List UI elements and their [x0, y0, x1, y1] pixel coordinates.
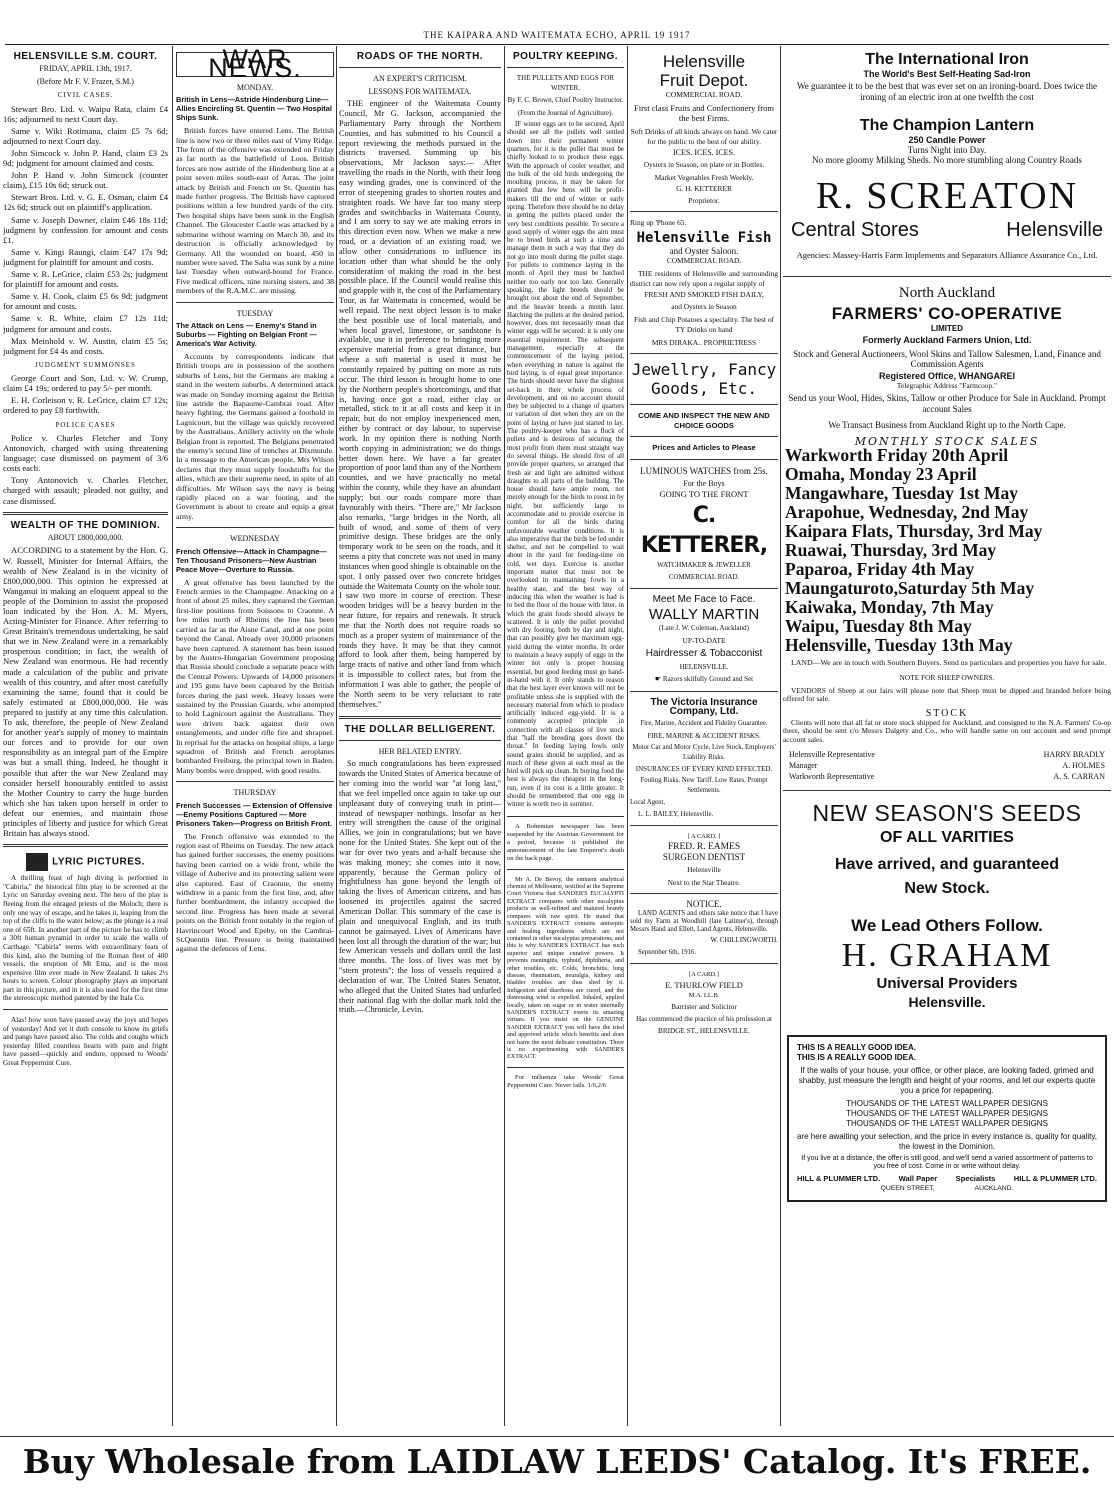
rep-row — [789, 760, 1105, 771]
judgment-case: George Court and Son, Ltd. v. W. Crump, claim £4 19s; ordered to pay 5/- per month. — [3, 373, 168, 394]
sale-date: Waipu, Tuesday 8th May — [785, 616, 972, 637]
victoria-title-1: The Victoria Insurance — [650, 696, 758, 708]
eames-place: Helensville — [687, 865, 721, 875]
civil-case: Same v. H. Cook, claim £5 6s 9d; judgment for amount and costs. — [3, 291, 168, 312]
bohemian-note: A Bohemian newspaper has been suspended by the Austrian Government for a period, because it published the announcement of the late Emperor's death on the back page. — [507, 822, 624, 862]
sale-date: Omaha, Monday 23 April — [785, 464, 977, 485]
idea-line-1: THIS IS A REALLY GOOD IDEA. — [797, 1043, 916, 1053]
graham-name: H. GRAHAM — [841, 937, 1053, 975]
divider — [176, 302, 334, 303]
sale-date: Kaiwaka, Monday, 7th May — [785, 597, 994, 618]
selection: are here awaiting your selection, and the price in every instance is, quality for quality, the lowest in the Dominion. — [797, 1132, 1098, 1152]
dollar-body: So much congratulations has been expressed towards the United States of America because of her coming into the world war "at long last," that we feel impelled once again to take up our unpleasant duty of conveying truth in print—instead of newspaper nothings. Insofar as her entry will strengthen the cause of the original Allies, we join in congratulations; but we have none for the United States. She kept out of the war for over two years and a-half because she was making money; she comes into it now, apparently, because the German policy of frightfulness has gone beyond the length of taking the lives of American citizens, and has loosened its projectiles against the sacred American Dollar. This summary of the case is plain and unequivocal English, and its truth cannot be gainsayed. Lives of Americans have been lost all through the duration of the war; but few American vessels and dollars until the last three months. The loss of lives was met by "stern protests"; the loss of vessels required a declaration of war. The United States Senator, who alleged that the United States had unfurled their national flag with the dollar mark told the truth.—Chronicle, Levin. — [339, 759, 501, 1015]
thousands-2: THOUSANDS OF THE LATEST WALLPAPER DESIGNS — [846, 1109, 1048, 1119]
judgment-case: E. H. Corleison v. R. LeGrice, claim £7 12s; ordered to pay £8 forthwith. — [3, 395, 168, 416]
judgment-cases — [3, 373, 168, 415]
column-poultry — [507, 48, 624, 1423]
column-roads — [339, 48, 501, 1423]
jewel-title-1: Jewellry, Fancy — [631, 360, 777, 380]
poultry-byline: By F. C. Brown, Chief Poultry Instructor. — [507, 96, 624, 105]
fruit-drinks: Soft Drinks of all kinds always on hand. We cater for the public to the best of our ability. — [630, 127, 778, 146]
wealth-body: ACCORDING to a statement by the Hon. G. W. Russell, Minister for Internal Affairs, the wealth of New Zealand is in the vicinity of £800,000,000. This opinion he expressed at Wanganui in making an eloquent appeal to the people of the Dominion to assist the proposed loan indicated by the Hon. A. M. Myers, Acting-Minister for Finance. After referring to Great Britain's tremendous undertaking, he said that we in New Zealand were in a remarkably prosperous condition; in fact, the wealth of New Zealand was enormous. He had recently made a calculation of the public and private wealth of this country, and after most carefully examining the same, found that it could be safely estimated at £800,000,000. He was prepared to justify at any time this calculation. To ask, therefore, the people of New Zealand for another year's supply of money to maintain our forces and to provide for our own responsibility as an integral part of the Empire was but a small thing. Indeed, he thought it possible that after the war New Zealand may consider herself honourably entitled to assist the Mother Country to carry the huge burden which she has taken upon herself in order to defeat our enemies, and maintain those principles of liberty and justice for which Great Britain has always stood. — [3, 545, 168, 839]
roads-sub1: AN EXPERT'S CRITICISM. — [373, 74, 467, 84]
fruit-ices: ICES. ICES. ICES. — [672, 148, 735, 158]
farmers-limited: LIMITED — [931, 323, 963, 333]
masthead: THE KAIPARA AND WAITEMATA ECHO, APRIL 19 1917 — [423, 30, 691, 40]
divider — [339, 740, 501, 741]
poultry-title: POULTRY KEEPING. — [512, 51, 619, 62]
graham-town: Helensville. — [908, 994, 986, 1011]
dollar-title: THE DOLLAR BELLIGERENT. — [344, 723, 496, 735]
monday-body: British forces have entered Lens. The British line is now two or three miles east of Vimy Ridge. The front of the offensive was extended on Friday as far north as the battlefield of Loos. British forces are now astride of the Hindenburg line at a point seven miles south-east of Arras. The joint attack by British and French on St. Quentin has made further progress. The British have captured positions within a few hundred yards of the city. Two hospital ships have been sunk in the English Channel. The Gloucester Castle was attacked by a submarine without warning on March 30, and its destruction is officially acknowledged by Germany. All the wounded on board, 450 in number were saved. The Salta was sunk by a mine last Tuesday when outward-bound for France. Five medical officers, nine nursing sisters, and 38 members of the R.A.M.C. are missing. — [176, 126, 334, 296]
rep-row — [789, 749, 1105, 760]
divider — [3, 1009, 168, 1010]
eames-next: Next to the Star Theatre. — [667, 877, 741, 887]
rep-label: Warkworth Representative — [789, 772, 875, 782]
wealth-title: WEALTH OF THE DOMINION. — [10, 519, 161, 531]
fish-ring: Ring up 'Phone 65. — [630, 218, 687, 228]
rep-name: A. HOLMES — [1062, 761, 1105, 771]
civil-case: Same v. Joseph Downer, claim £46 18s 11d; judgment by confession for amount and costs £1. — [3, 214, 168, 245]
wallpaper-label: Wall Paper — [898, 1174, 938, 1184]
divider — [783, 790, 1111, 791]
victoria-title-2: Company, Ltd. — [669, 706, 739, 717]
divider — [3, 512, 168, 515]
sale-date: Paparoa, Friday 4th May — [785, 559, 975, 580]
top-rule — [5, 44, 1109, 45]
seeds-new-stock: New Stock. — [904, 880, 990, 898]
wednesday-body: A great offensive has been launched by the French armies in the Champagne. Attacking on a front of about 25 miles, they captured the German first-line positions from Soissons to Craonne. A few miles north of Rheims the line has been carried as far as the Aisne Canal, and at one point beyond the Canal. Already over 10,000 prisoners have been captured. A statement has been issued by the Austro-Hungarian Government proposing that Russia should conclude a separate peace with the Central Powers. Upwards of 14,000 prisoners and 195 guns have been captured by the British forces during the past week. Heavy losses were sustained by the Prussian Guards, who attempted to hold Lagnicourt against the Australians. They were driven back against their own entanglements, and under rifle fire and shrapnel. In reprisal for the attacks on hospital ships, a large squadron of British and French aeroplanes bombarded Freiburg, the principal town in Baden. Many bombs were dropped, with good results. — [176, 577, 334, 775]
fish-body: THE residents of Helensville and surrounding district can now rely upon a regular supply of — [630, 269, 778, 288]
ketterer-road: COMMERCIAL ROAD. — [668, 572, 740, 581]
divider — [507, 67, 624, 68]
civil-case: John Simcock v. John P. Hand, claim £3 2s 9d; judgment for amount claimed and costs. — [3, 148, 168, 169]
divider — [176, 527, 334, 528]
wallpaper-ad — [787, 1035, 1107, 1202]
divider — [630, 963, 778, 964]
column-rule — [627, 46, 628, 1426]
sale-date: Kaipara Flats, Thursday, 3rd May — [785, 521, 1043, 542]
sale-date: Warkworth Friday 20th April — [785, 445, 1009, 466]
card-label-2: [A CARD.] — [689, 970, 719, 978]
civil-case: Max Meinhold v. W. Austin, claim £5 5s; judgment for £4 4s and costs. — [3, 335, 168, 356]
victoria-end: Fouling Risks. New Tariff. Low Rates. Prompt Settlements. — [640, 777, 768, 794]
column-local-ads — [630, 48, 778, 1423]
representatives — [783, 749, 1111, 782]
central-stores: Central Stores — [791, 218, 919, 241]
iron-subtitle: The World's Best Self-Heating Sad-Iron — [863, 69, 1031, 79]
fruit-title-2: Fruit Depot. — [659, 71, 749, 90]
poultry-source: (From the Journal of Agriculture). — [517, 108, 614, 117]
screaton-name: R. SCREATON — [815, 174, 1079, 217]
thousands-1: THOUSANDS OF THE LATEST WALLPAPER DESIGNS — [846, 1099, 1048, 1109]
rep-name: A. S. CARRAN — [1053, 772, 1105, 782]
divider — [630, 459, 778, 460]
civil-cases — [3, 104, 168, 356]
police-cases — [3, 433, 168, 506]
graham-universal: Universal Providers — [876, 975, 1018, 993]
monday-subhead: British in Lens—Astride Hindenburg Line—Allies Encircling St. Quentin — Two Hospital Ships Sunk. — [176, 95, 332, 123]
specialists-label: Specialists — [955, 1174, 996, 1184]
civil-case: John P. Hand v. John Simcock (counter claim), £15 10s 6d; struck out. — [3, 170, 168, 191]
wally-hair: Hairdresser & Tobacconist — [645, 648, 763, 660]
divider — [507, 816, 624, 817]
column-war-news — [176, 48, 334, 1423]
fruit-title-1: Helensville — [662, 52, 746, 71]
victoria-agent: Local Agent, — [630, 799, 666, 807]
fruit-oysters: Oysters in Season, on plate or in Bottles. — [643, 159, 765, 169]
meet-line: Meet Me Face to Face. — [652, 594, 756, 606]
divider — [339, 67, 501, 68]
civil-case: Same v. Wiki Rotimana, claim £5 7s 6d; adjourned to next Court day. — [3, 125, 168, 146]
notice-title: NOTICE. — [686, 899, 722, 910]
wally-martin: WALLY MARTIN — [648, 605, 760, 623]
divider — [176, 781, 334, 782]
divider — [630, 353, 778, 354]
peppermint-poem: Alas! how soon have passed away the joys and hopes of yesterday! And yet it doth console to know its griefs and pangs have passed also. The colds and coughs which yesterday filled countless hearts with pain and fright have passed—quickly and endure, opposed to Woods' Great Peppermint Cure. — [3, 1016, 168, 1068]
column-display-ads — [783, 48, 1111, 1423]
idea-line-2: THIS IS A REALLY GOOD IDEA. — [797, 1053, 916, 1063]
divider — [630, 691, 778, 692]
judgment-heading: JUDGMENT SUMMONSES — [35, 360, 136, 369]
thursday-heading: THURSDAY — [233, 788, 277, 798]
lantern-body: No more gloomy Milking Sheds. No more stumbling along Country Roads — [812, 155, 1082, 166]
monthly-sales-title: MONTHLY STOCK SALES — [854, 434, 1040, 448]
divider — [3, 844, 168, 847]
lyric-title: LYRIC PICTURES. — [3, 853, 168, 871]
wealth-subtitle: ABOUT £800,000,000. — [47, 533, 124, 543]
farmers-transact: We Transact Business from Auckland Right up to the North Cape. — [828, 420, 1066, 431]
wally-town: HELENSVILLE. — [679, 662, 729, 671]
victoria-insurances: INSURANCES OF EVERY KIND EFFECTED. — [635, 765, 773, 774]
thousands-3: THOUSANDS OF THE LATEST WALLPAPER DESIGNS — [846, 1119, 1048, 1129]
tuesday-body: Accounts by correspondents indicate that British troops are in possession of the southern suburbs of Lens, but the Germans are making a stand in the western suburbs. A determined attack was made on Sunday morning against the British line astride the Bapaume-Cambrai road. After heavy fighting, the Germans gained a foothold in Lagnicourt, but the village was quickly recovered by the Australians. Artillery activity on the whole Belgian front is reported. The Belgians penetrated the enemy's second line of trenches at Dixmunde. In a message to the American people, Mrs Wilson declares that they must supply foodstuffs for the allies, which are their supreme need, in spite of all difficulties. Mr Wilson says the navy is being rapidly placed on a war footing, and the Government is about to create and equip a great army. — [176, 351, 334, 521]
queen-street: QUEEN STREET, — [880, 1185, 935, 1193]
fish-chips: Fish and Chip Potatoes a speciality. The best of TY Drinks on hand — [634, 315, 774, 334]
iron-title: The International Iron — [865, 51, 1029, 68]
divider — [630, 436, 778, 437]
fruit-body: First class Fruits and Confectionery from the best Firms. — [634, 103, 774, 124]
roads-body: THE engineer of the Waitemata County Council, Mr G. Jackson, accompanied the Parliamentary Party through the Northern Counties, and has submitted to his Council a report reviewing the methods pursued in the districts traversed. Summing up his observations, Mr Jackson says:— After travelling the roads in the North, with their long easy winding grades, one is convinced of the error of steepening grades to shorten routes and straighten roads. We have far too many steep grades and switchbacks in Waitemata County, and I am sorry to say we are making errors in this direction even now. When we make a new road, or a deviation of an existing road, we allow other considerations to influence its location other than what should be the only consideration of making the road in the best possible place. If the Council would realise this and grapple with it, the cost of the Parliamentary Tour, as far Waitemata is concerned, would be well repaid. The next object lesson is to make the best possible use of local materials, and when local gravel, limestone, or sandstone is available, use it in preference to bringing more expensive material from a great distance, but where a soft material is used it must be constantly repaired by putting on more as ruts occur. The third lesson is brought home to one by the Northern people's shortcomings, and that is, having once got a road, either clay or metalled, stick to it at all costs and keep it in repair, but do not employ inexperienced men, either by contract or day labour, to supervise work. In my opinion there is nothing North worth copying in administration; we do things better down here. We have a far greater proportion of poor land than any of the Northern counties, and we have practically no metal within the county, while they have an abundant supply; but our roads compare more than favourably with theirs. "There are," Mr Jackson also remarks, "large bridges in the North, all built of wood, and some of them of very primitive design. These bridges are the only temporary work to be seen on the roads, and it seems a pity that concrete was not used in many instances when good shingle is obtainable on the spot. I only passed over two concrete bridges outside the Waitemata County on the whole tour. I saw two more in course of erection. These wooden bridges will be a heavy burden in the near future, for repairs and renewals. It struck me that the North does not require roads so much as a proper system of maintenance of the roads they have. It may be that they cannot afford to look after them, being hampered by large tracts of native and other land from which it is impossible to collect rates, but from the information I was able to gather, the people of the North seem to be very reluctant to rate themselves." — [339, 99, 501, 709]
lantern-turns: Turns Night into Day. — [907, 144, 987, 155]
na-title: North Auckland — [898, 284, 996, 301]
farmers-registered: Registered Office, WHANGAREI — [878, 370, 1016, 381]
laidlaw-leeds-banner: Buy Wholesale from LAIDLAW LEEDS' Catalog. It's FREE. — [0, 1436, 1114, 1486]
jewel-boys: For the Boys — [683, 478, 725, 488]
fish-title: Helensville Fish — [636, 229, 772, 246]
hill-left: HILL & PLUMMER LTD. — [797, 1174, 881, 1184]
card-label: [ A CARD. ] — [687, 833, 721, 841]
fish-oysters: and Oysters in Season — [671, 301, 737, 311]
divider — [783, 276, 1111, 277]
fruit-veg: Market Vegetables Fresh Weekly. — [654, 173, 754, 183]
wally-razors: ☛ Razors skilfully Ground and Set — [654, 675, 754, 684]
fish-road: COMMERCIAL ROAD. — [666, 256, 742, 266]
jewel-going: GOING TO THE FRONT — [659, 488, 749, 499]
screaton-subline — [783, 218, 1111, 242]
monday-heading: MONDAY. — [236, 82, 274, 92]
court-before: (Before Mr F. V. Frazer, S.M.) — [37, 76, 134, 86]
notice-body: LAND AGENTS and others take notice that I have sold my Farm at Woodhill (late Latimer's), through Messrs Hand and Ellett, Land Agents, Helensville. — [630, 909, 778, 933]
stock-clients: Clients will note that all fat or store stock shipped for Auckland, and consigned to the N.A. Farmers' Co-op there, should be sent c/o Messrs Dalgety and Co., who will handle same on our account and send prompt account sales. — [783, 717, 1111, 745]
civil-case: Same v. R. LeGrice, claim £53 2s; judgment for plaintiff for amount and costs. — [3, 269, 168, 290]
sales-schedule — [783, 446, 1111, 655]
rep-row — [789, 771, 1105, 782]
divider — [630, 404, 778, 405]
thurlow-degree: M.A. LL.B. — [688, 991, 720, 999]
divider — [339, 716, 501, 719]
civil-case: Same v. R. White, claim £7 12s 11d; judgment for amount and costs. — [3, 313, 168, 334]
notice-signer: W. CHILLINGWORTH. — [710, 937, 778, 945]
victoria-bailey: L. L. BAILEY, Helensville. — [638, 810, 714, 818]
sheep-heading: NOTE FOR SHEEP OWNERS. — [899, 673, 995, 683]
police-case: Tony Antonovich v. Charles Fletcher, charged with assault; pleaded not guilty, and case dismissed. — [3, 475, 168, 506]
poultry-body: IF winter eggs are to be secured, April should see all the pullets well settled down into their permanent winter quarters, for it is the pullet that must be chiefly looked to to produce these eggs. With the approach of cooler weather, and the bulk of the old birds undergoing the moulting process, it may be taken for granted that few hens will be profit-makers till the end of winter or early spring. Therefore there should be no delay in getting the pullets placed under the very best conditions possible. To secure a good supply of winter eggs the aim must be to breed birds at such a time and manage them in such a way that they do not go into moult during the pullet stage. For pullets to commence laying in the month of April they must be hatched neither too early nor too late. Generally speaking, the light breeds should be brought out about the end of September, and the heavier breeds a month later. Hatching the pullets at the desired period, however, does not necessarily mean that winter eggs will be secured: it is only one essential requirement. The subsequent management, especially at the commencement of the laying period, when everything in nature is against the bird laying, is of equal great importance. The birds should never have the slightest set-back in their whole process of development, and on no account should they be subjected to a change of quarters or variation of diet when they are on the point of laying or have just started to lay. The poultry-keeper who has a flock of pullets and is desirous of securing the most profit from them must straight way do several things. He should first of all provide proper quarters, so arranged that fresh air and light are admitted without draughts to all parts of the building. The house should have ample room, not merely enough for the birds to roost in by night, but sufficiently large to accommodate and to provide exercise in comfort for all the birds during unfavourable weather conditions. It is also imperative that the birds be fed under shelter, and not be compelled to wait about in the yard for feeding-time on cold, wet days. Exercise is another important matter that must not be overlooked in maintaining fowls in a healthy state, and the best way of inducing this when the weather is bad is to bed the floor of the house with litter, in which the grain foods should always be scattered. It is only the pullet provided with dry footing, both by day and night, that can possibly give her maximum egg-yield during the winter months. In order to maintain a heavy supply of eggs in the winter not only is proper housing essential, but good feeding must go hand-in-hand with it. It only stands to reason that the best layer ever known will not be profitable unless she is supplied with the necessary material from which to produce artificially induced egg-yield. It is a commonly accepted principle in connection with all classes of live stock that "half the breeding goes down the throat." In feeding laying fowls only sound grains should be supplied, and as much of these given at each meal as the bird will pick up clean. In buying food the best is always the cheapest in the long-run, even if its cost is a little greater. It should be remembered that one egg in winter is worth two in summer. — [507, 121, 624, 809]
poultry-sub: THE PULLETS AND EGGS FOR WINTER. — [516, 74, 615, 92]
farmers-send: Send us your Wool, Hides, Skins, Tallow or other Produce for Sale in Auckland. Prompt account Sales — [788, 393, 1106, 414]
sheep-vendors: VENDORS of Sheep at our fairs will please note that Sheep must be dipped and branded before being offered for sale. — [783, 685, 1111, 704]
sale-date: Mangawhare, Tuesday 1st May — [785, 483, 1019, 504]
fish-sub: and Oyster Saloon. — [669, 245, 739, 256]
divider — [630, 588, 778, 589]
rep-label: Manager — [789, 761, 818, 771]
sale-date: Maungaturoto,Saturday 5th May — [785, 578, 1035, 599]
divider — [630, 825, 778, 826]
fish-proprietress: MRS DIRAKA.. PROPRIETRESS — [651, 337, 757, 347]
column-rule — [780, 46, 781, 1426]
rep-label: Helensville Representative — [789, 750, 875, 760]
lyric-emblem-icon — [26, 853, 48, 871]
divider — [630, 893, 778, 894]
seeds-varieties: OF ALL VARITIES — [880, 829, 1014, 847]
lyric-body: A thrilling feast of high diving is performed in "Cabiria," the historical film play to be screened at the Lyric on Saturday evening next. The hero of the play is fleeing from the enraged priests of the Moloch; there is only one way of escape, and he takes it, leaping from the top of the cliffs to the water below; as the plunge is a real one of 65ft. In another part of the picture he has to climb a 30ft human pyramid in order to scale the walls of Carthage. "Cabiria" teems with extraordinary feats of this kind, also the burning of the Roman fleet of 400 vessels, the eruption of Mt Etna, and is the most expensive film ever made in New Zealand. It takes 2½ hours to screen. Colour photography plays an important part in this picture, and in it is also used for the first time the stereoscopic method patented by the Itala Co. — [3, 874, 168, 1003]
tuesday-heading: TUESDAY — [236, 308, 274, 318]
ketterer-trade: WATCHMAKER & JEWELLER — [657, 561, 751, 570]
thurlow-body: Has commenced the practice of his profession at — [636, 1014, 772, 1023]
sanders-ad: Mr A. De Bevoy, the eminent analytical chemist of Melbourne, testified at the Supreme Court Victoria that SANDER'S EUCALYPTI EXTRACT compares with other eucalyptus products as well-refined and matured brandy compares with raw spirit. He stated that SANDER'S EXTRACT contains antiseptic and healing ingredients which are not contained in other eucalyptus preparations, and this is why SANDER'S EXTRACT has such superior and unique curative powers. It prevents meningitis, typhoid, diphtheria, and other troubles, etc. Colds, bronchitis, lung disease, rheumatism, neuralgia, kidney and bladder troubles are thus shed by it. Indigestion and diarrhoea are cured, and the distressing wind is expelled. Inhaled, applied locally, taken on sugar or in water internally SANDER'S EXTRACT exerts its amazing virtues. If you insist on the GENUINE SANDER EXTRACT you will have the tried and approved article which benefits and does not harm the most delicate constitution. There is no experimenting with SANDER'S EXTRACT. — [507, 875, 624, 1061]
sale-date: Helensville, Tuesday 13th May — [785, 635, 1013, 656]
column-rule — [504, 46, 505, 1426]
sale-date: Arapohue, Wednesday, 2nd May — [785, 502, 1029, 523]
fish-fresh: FRESH AND SMOKED FISH DAILY, — [644, 290, 764, 300]
war-news-title: WAR NEWS. — [176, 52, 334, 77]
razor-icon: ☛ — [654, 675, 663, 684]
rep-name: HARRY BRADLY — [1043, 750, 1105, 760]
ketterer-name: C. KETTERER, — [640, 503, 768, 559]
roads-sub2: LESSONS FOR WAITEMATA. — [368, 86, 472, 96]
divider — [507, 869, 624, 870]
victoria-risks: FIRE, MARINE & ACCIDENT RISKS. — [647, 731, 761, 740]
farmers-title: FARMERS' CO-OPERATIVE — [831, 303, 1063, 323]
wally-late: (Late J. W. Coleman, Auckland) — [658, 623, 749, 632]
victoria-types: Fire, Marine, Accident and Fidelity Guarantee. — [640, 720, 768, 728]
idea-body: If the walls of your house, your office, or other place, are looking faded, grimed and shabby, just measure the length and height of your rooms, and let our experts quote you a price for repapering. — [798, 1066, 1096, 1096]
wednesday-subhead: French Offensive—Attack in Champagne—Ten Thousand Prisoners—New Austrian Peace Move—Overture to Russia. — [176, 546, 327, 574]
farmers-formerly: Formerly Auckland Farmers Union, Ltd. — [862, 335, 1032, 346]
seeds-arrived: Have arrived, and guaranteed — [834, 856, 1060, 874]
distance: If you live at a distance, the offer is still good, and we'll send a varied assortment of patterns to you free of cost. Come in or write without delay. — [801, 1155, 1093, 1171]
police-heading: POLICE CASES — [55, 420, 116, 429]
wednesday-heading: WEDNESDAY — [230, 534, 280, 544]
column-rule — [336, 46, 337, 1426]
iron-body: We guarantee it to be the best that was ever set on an ironing-board. Does twice the ironing of an electric iron at one twelfth the cost — [797, 81, 1097, 102]
seeds-title: NEW SEASON'S SEEDS — [812, 800, 1082, 827]
screaton-agencies: Agencies: Massey-Harris Farm Implements and Separators Alliance Assurance Co., Ltd. — [796, 249, 1098, 260]
lantern-cp: 250 Candle Power — [908, 135, 986, 146]
victoria-body: Motor Car and Motor Cycle, Live Stock, Employers' Liability Risks. — [632, 744, 776, 761]
hill-address — [797, 1184, 1097, 1194]
farmers-tele: Telegraphic Address "Farmcoop." — [896, 380, 998, 390]
farmers-land: LAND—We are in touch with Southern Buyers. Send us particulars and properties you have for sale. — [791, 658, 1107, 668]
thurlow-barrister: Barrister and Solicitor — [671, 1002, 737, 1012]
fruit-road: COMMERCIAL ROAD. — [665, 90, 743, 99]
fruit-owner: G. H. KETTERER — [676, 184, 732, 194]
dollar-subtitle: HER BELATED ENTRY. — [378, 746, 462, 756]
eames-dentist: SURGEON DENTIST — [662, 851, 746, 862]
thursday-body: The French offensive was extended to the region east of Rheims on Tuesday. The new attack has gained further successes, the enemy positions having been carried on a wide front, while the village of Auberive and its protecting salient were also captured. East of Craonne, the enemy withdrew in a panic from the first line, and, after further bombardment, the infantry occupied the second line. Progress has been made at several points on the British front notably in the region of Havrincourt Wood and Epehy, on the Cambrai-St.Quentin line. Pressure is being maintained against the defences of Lens. — [176, 831, 334, 954]
fruit-proprietor: Proprietor. — [688, 195, 720, 205]
screaton-town: Helensville — [1006, 218, 1103, 241]
hill-right: HILL & PLUMMER LTD. — [1013, 1174, 1097, 1184]
lantern-title: The Champion Lantern — [859, 117, 1035, 135]
column-rule — [172, 46, 173, 1426]
jewel-watches: LUMINOUS WATCHES from 25s. — [640, 465, 768, 476]
thurlow-address: BRIDGE ST., HELENSVILLE. — [658, 1026, 750, 1035]
roads-title: ROADS OF THE NORTH. — [356, 51, 484, 62]
civil-heading: CIVIL CASES. — [57, 91, 114, 100]
influenza-note: For influenza take Woods' Great Peppermint Cure. Never fails. 1/6,2/6 — [507, 1073, 624, 1089]
police-case: Police v. Charles Fletcher and Tony Antonovich, charged with using threatening language; case dismissed on payment of 3/6 costs each. — [3, 432, 168, 474]
notice-date: September 6th, 1916. — [638, 948, 697, 956]
jewel-come: COME AND INSPECT THE NEW AND CHOICE GOODS — [638, 411, 770, 430]
wally-uptodate: UP-TO-DATE — [682, 635, 726, 645]
civil-case: Stewart Bro. Ltd. v. Waipu Rata, claim £4 16s; adjourned to next Court day. — [3, 103, 168, 124]
stock-heading: STOCK — [925, 708, 969, 720]
divider — [630, 211, 778, 212]
civil-case: Same v. Kingi Raungi, claim £47 17s 9d; judgment for plaintiff for amount and costs. — [3, 246, 168, 267]
thursday-subhead: French Successes — Extension of Offensive—Enemy Positions Captured — More Prisoners Taken—Progress on British Front. — [176, 800, 333, 828]
jewel-title-2: Goods, Etc. — [651, 379, 757, 399]
auckland-label: AUCKLAND. — [974, 1185, 1014, 1193]
column-court — [3, 48, 168, 1423]
court-date: FRIDAY, APRIL 13th, 1917. — [39, 64, 132, 74]
tuesday-subhead: The Attack on Lens — Enemy's Stand in Suburbs — Fighting on Belgian Front — America's War Activity. — [176, 320, 317, 348]
eames-name: FRED. R. EAMES — [667, 842, 741, 853]
thurlow-name: E. THURLOW FIELD — [665, 980, 743, 991]
hill-plummer-line — [797, 1174, 1097, 1184]
civil-case: Stewart Bros. Ltd. v. G. E. Osman, claim £4 12s 6d; struck out on plaintiff's application. — [3, 192, 168, 213]
farmers-stock: Stock and General Auctioneers, Wool Skins and Tallow Salesmen, Land, Finance and Commission Agents — [793, 348, 1101, 370]
divider — [507, 1067, 624, 1068]
graham-lead: We Lead Others Follow. — [851, 916, 1043, 936]
sale-date: Ruawai, Thursday, 3rd May — [785, 540, 997, 561]
court-title: HELENSVILLE S.M. COURT. — [13, 51, 158, 62]
jewel-prices: Prices and Articles to Please — [652, 443, 756, 453]
